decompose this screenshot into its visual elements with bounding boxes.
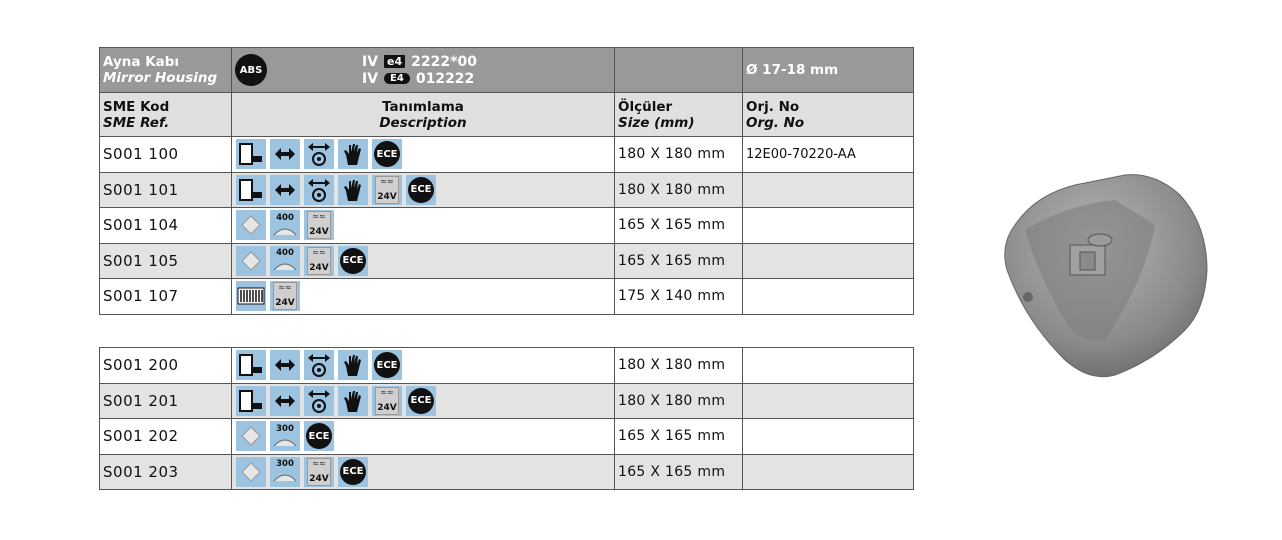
table-row — [100, 279, 914, 315]
orj-number — [743, 454, 914, 490]
size-value: 165 X 165 mm — [615, 454, 743, 490]
table-row — [100, 208, 914, 244]
subheader-description: Tanımlama Description — [232, 93, 615, 137]
mirror-glass-icon — [236, 457, 266, 487]
cert-line-2: IV E4 012222 — [362, 70, 475, 87]
heated-24v-icon: ≈≈ 24V — [304, 457, 334, 487]
sme-code: S001 202 — [100, 419, 232, 455]
size-value: 165 X 165 mm — [615, 208, 743, 244]
subheader-size: Ölçüler Size (mm) — [615, 93, 743, 137]
heated-24v-icon: ≈≈ 24V — [304, 210, 334, 240]
ece-badge-icon: ECE — [304, 421, 334, 451]
table-row — [100, 419, 914, 455]
header-cell-housing — [100, 48, 232, 93]
steering-wheel-icon — [304, 350, 334, 380]
heating-element-icon — [236, 281, 266, 311]
E4-mark-icon: E4 — [384, 73, 410, 84]
housing-label-tr: Ayna Kabı — [103, 54, 180, 70]
sme-code: S001 107 — [100, 279, 232, 315]
description-icons — [232, 419, 615, 455]
table-row — [100, 172, 914, 208]
steering-wheel-icon — [304, 175, 334, 205]
housing-label-en: Mirror Housing — [103, 70, 218, 86]
ece-badge-icon: ECE — [372, 350, 402, 380]
description-icons — [232, 383, 615, 419]
sme-code: S001 104 — [100, 208, 232, 244]
steering-wheel-icon — [304, 386, 334, 416]
heated-24v-icon: ≈≈ 24V — [304, 246, 334, 276]
size-value: 165 X 165 mm — [615, 419, 743, 455]
sme-code: S001 201 — [100, 383, 232, 419]
horizontal-arrows-icon — [270, 175, 300, 205]
ece-badge-icon: ECE — [338, 457, 368, 487]
table-subheader-row — [100, 93, 914, 137]
orj-number — [743, 419, 914, 455]
mirror-adjust-icon — [236, 386, 266, 416]
description-icons — [232, 454, 615, 490]
orj-number: 12E00-70220-AA — [743, 137, 914, 173]
header-cell-diameter: Ø 17-18 mm — [743, 48, 914, 93]
product-table-1 — [99, 47, 914, 315]
orj-number — [743, 243, 914, 279]
description-icons — [232, 348, 615, 384]
mirror-adjust-icon — [236, 350, 266, 380]
ece-badge-icon: ECE — [406, 175, 436, 205]
mirror-adjust-icon — [236, 175, 266, 205]
sme-code: S001 101 — [100, 172, 232, 208]
size-value: 180 X 180 mm — [615, 172, 743, 208]
horizontal-arrows-icon — [270, 139, 300, 169]
orj-number — [743, 279, 914, 315]
e4-mark-icon: e4 — [384, 55, 405, 68]
orj-number — [743, 383, 914, 419]
description-icons — [232, 172, 615, 208]
orj-number — [743, 208, 914, 244]
size-value: 180 X 180 mm — [615, 383, 743, 419]
table-row — [100, 137, 914, 173]
size-value: 165 X 165 mm — [615, 243, 743, 279]
mirror-glass-icon — [236, 210, 266, 240]
manual-hand-icon — [338, 175, 368, 205]
description-icons — [232, 243, 615, 279]
ece-badge-icon: ECE — [338, 246, 368, 276]
orj-number — [743, 172, 914, 208]
cert-line-1: IV e4 2222*00 — [362, 53, 477, 70]
table-row — [100, 243, 914, 279]
manual-hand-icon — [338, 386, 368, 416]
convex-radius-icon: 300 — [270, 421, 300, 451]
manual-hand-icon — [338, 350, 368, 380]
size-value: 175 X 140 mm — [615, 279, 743, 315]
mirror-housing-image — [995, 170, 1215, 380]
table-row — [100, 454, 914, 490]
size-value: 180 X 180 mm — [615, 137, 743, 173]
manual-hand-icon — [338, 139, 368, 169]
sme-code: S001 105 — [100, 243, 232, 279]
convex-radius-icon: 300 — [270, 457, 300, 487]
subheader-code: SME Kod SME Ref. — [100, 93, 232, 137]
mirror-adjust-icon — [236, 139, 266, 169]
heated-24v-icon: ≈≈ 24V — [372, 386, 402, 416]
heated-24v-icon: ≈≈ 24V — [270, 281, 300, 311]
steering-wheel-icon — [304, 139, 334, 169]
horizontal-arrows-icon — [270, 350, 300, 380]
convex-radius-icon: 400 — [270, 246, 300, 276]
table-row — [100, 383, 914, 419]
table-row — [100, 348, 914, 384]
description-icons — [232, 208, 615, 244]
ece-badge-icon: ECE — [372, 139, 402, 169]
mirror-glass-icon — [236, 246, 266, 276]
header-cell-cert — [232, 48, 615, 93]
convex-radius-icon: 400 — [270, 210, 300, 240]
description-icons — [232, 137, 615, 173]
abs-material-badge: ABS — [235, 54, 267, 86]
header-cell-empty — [615, 48, 743, 93]
horizontal-arrows-icon — [270, 386, 300, 416]
heated-24v-icon: ≈≈ 24V — [372, 175, 402, 205]
orj-number — [743, 348, 914, 384]
ece-badge-icon: ECE — [406, 386, 436, 416]
sme-code: S001 200 — [100, 348, 232, 384]
description-icons — [232, 279, 615, 315]
size-value: 180 X 180 mm — [615, 348, 743, 384]
product-table-2 — [99, 347, 914, 490]
table-header-row — [100, 48, 914, 93]
sme-code: S001 203 — [100, 454, 232, 490]
subheader-orj: Orj. No Org. No — [743, 93, 914, 137]
sme-code: S001 100 — [100, 137, 232, 173]
mirror-glass-icon — [236, 421, 266, 451]
